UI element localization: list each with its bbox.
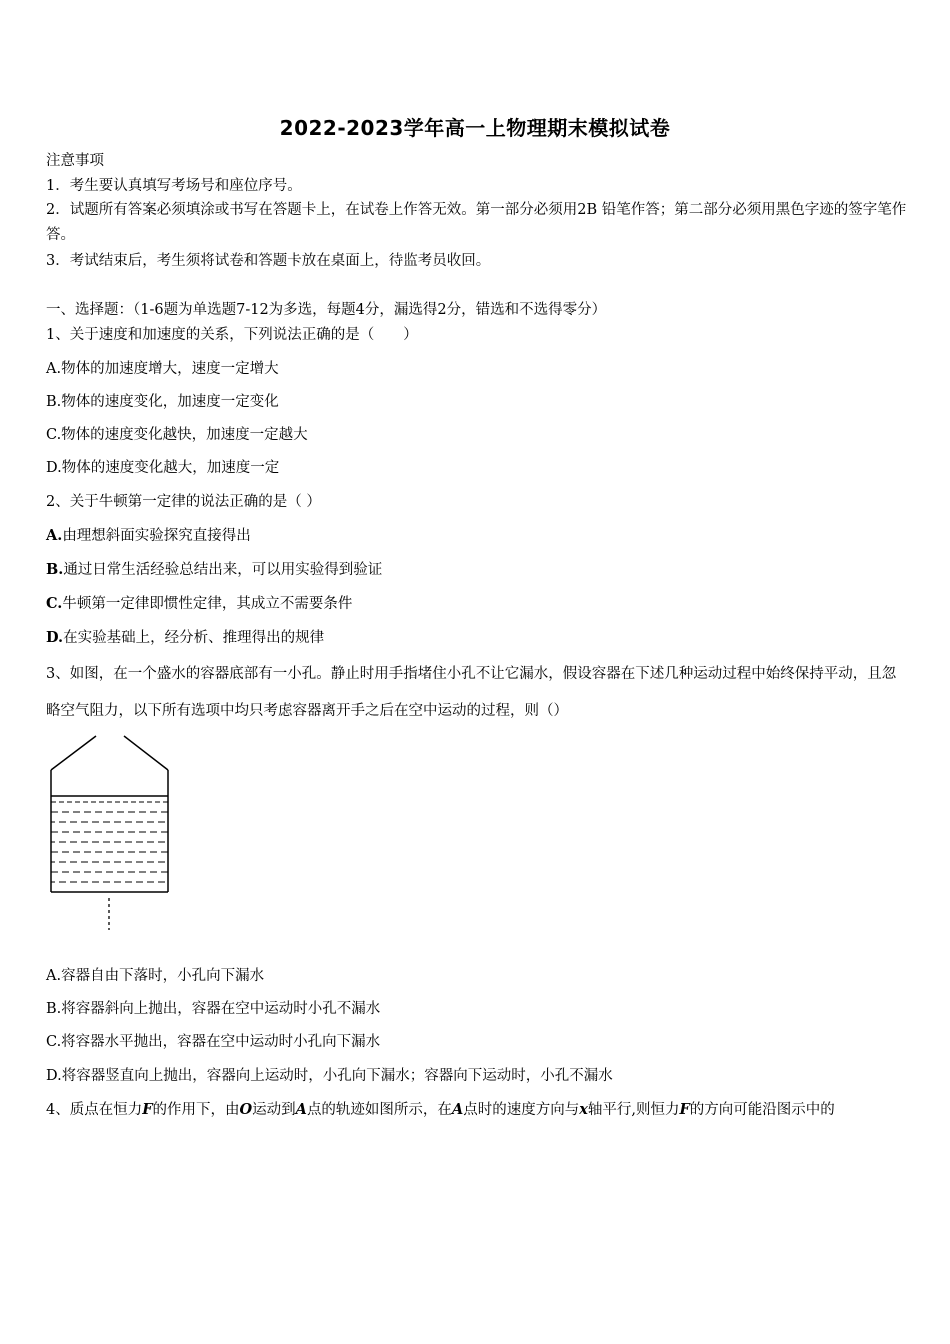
q4-text-2: 的作用下，由 (152, 1102, 240, 1118)
q4-var-a: A (295, 1101, 307, 1118)
notice-heading: 注意事项 (46, 153, 104, 169)
q3-option-a: A.容器自由下落时，小孔向下漏水 (46, 968, 265, 984)
q4-var-f: F (142, 1101, 153, 1118)
q4-text-5: 点时的速度方向与 (463, 1102, 580, 1118)
q2-option-a (46, 526, 251, 546)
q2-option-c (46, 594, 352, 614)
q4-text-7: 的方向可能沿图示中的 (689, 1102, 835, 1118)
q4-text-6: 轴平行,则恒力 (587, 1102, 680, 1118)
page-title: 2022-2023学年高一上物理期末模拟试卷 (279, 116, 671, 140)
container-roof-right (124, 736, 168, 770)
q2-option-d-text: 在实验基础上，经分析、推理得出的规律 (63, 630, 325, 646)
q2-option-b-text: 通过日常生活经验总结出来，可以用实验得到验证 (63, 562, 383, 578)
water-container-figure (46, 732, 176, 932)
q4-var-o: O (239, 1101, 253, 1118)
q4-text-4: 点的轨迹如图所示，在 (306, 1102, 452, 1118)
q1-stem: 1、关于速度和加速度的关系，下列说法正确的是（ ） (46, 327, 418, 343)
q2-option-d (46, 628, 324, 648)
q2-option-c-text: 牛顿第一定律即惯性定律，其成立不需要条件 (62, 596, 353, 612)
q4-var-a2: A (451, 1101, 464, 1118)
q4-text-1: 4、质点在恒力 (46, 1102, 143, 1118)
notice-item-3: 3．考试结束后，考生须将试卷和答题卡放在桌面上，待监考员收回。 (46, 253, 491, 269)
q1-option-b: B.物体的速度变化，加速度一定变化 (46, 394, 279, 410)
q4-stem (46, 1091, 910, 1129)
notice-item-2: 2．试题所有答案必须填涂或书写在答题卡上，在试卷上作答无效。第一部分必须用2B 铅笔作答；第二部分必须用黑色字迹的签字笔作答。 (46, 202, 907, 243)
q3-option-d: D.将容器竖直向上抛出，容器向上运动时，小孔向下漏水；容器向下运动时，小孔不漏水 (46, 1068, 613, 1084)
q2-option-b (46, 560, 382, 580)
q3-option-c: C.将容器水平抛出，容器在空中运动时小孔向下漏水 (46, 1034, 381, 1050)
q3-stem: 3、如图，在一个盛水的容器底部有一小孔。静止时用手指堵住小孔不让它漏水，假设容器在下述几种运动过程中始终保持平动，且忽略空气阻力，以下所有选项中均只考虑容器离开手之后在空中运动的过程，则（） (46, 666, 897, 719)
q1-option-d: D.物体的速度变化越大，加速度一定 (46, 460, 280, 476)
section-heading: 一、选择题：（1-6题为单选题7-12为多选，每题4分，漏选得2分，错选和不选得零分） (46, 302, 607, 318)
q2-option-d-label: D. (46, 629, 64, 646)
q1-option-c: C.物体的速度变化越快，加速度一定越大 (46, 427, 308, 443)
q1-option-a: A.物体的加速度增大，速度一定增大 (46, 361, 279, 377)
q2-option-a-text: 由理想斜面实验探究直接得出 (62, 528, 251, 544)
q2-stem: 2、关于牛顿第一定律的说法正确的是（ ） (46, 494, 321, 510)
container-roof-left (51, 736, 96, 770)
q2-option-b-label: B. (46, 561, 64, 578)
q2-option-c-label: C. (46, 595, 63, 612)
notice-item-1: 1．考生要认真填写考场号和座位序号。 (46, 178, 302, 194)
q4-var-x: x (579, 1101, 588, 1118)
q2-option-a-label: A. (46, 527, 63, 544)
q4-var-f2: F (679, 1101, 690, 1118)
q3-option-b: B.将容器斜向上抛出，容器在空中运动时小孔不漏水 (46, 1001, 381, 1017)
q4-text-3: 运动到 (252, 1102, 296, 1118)
